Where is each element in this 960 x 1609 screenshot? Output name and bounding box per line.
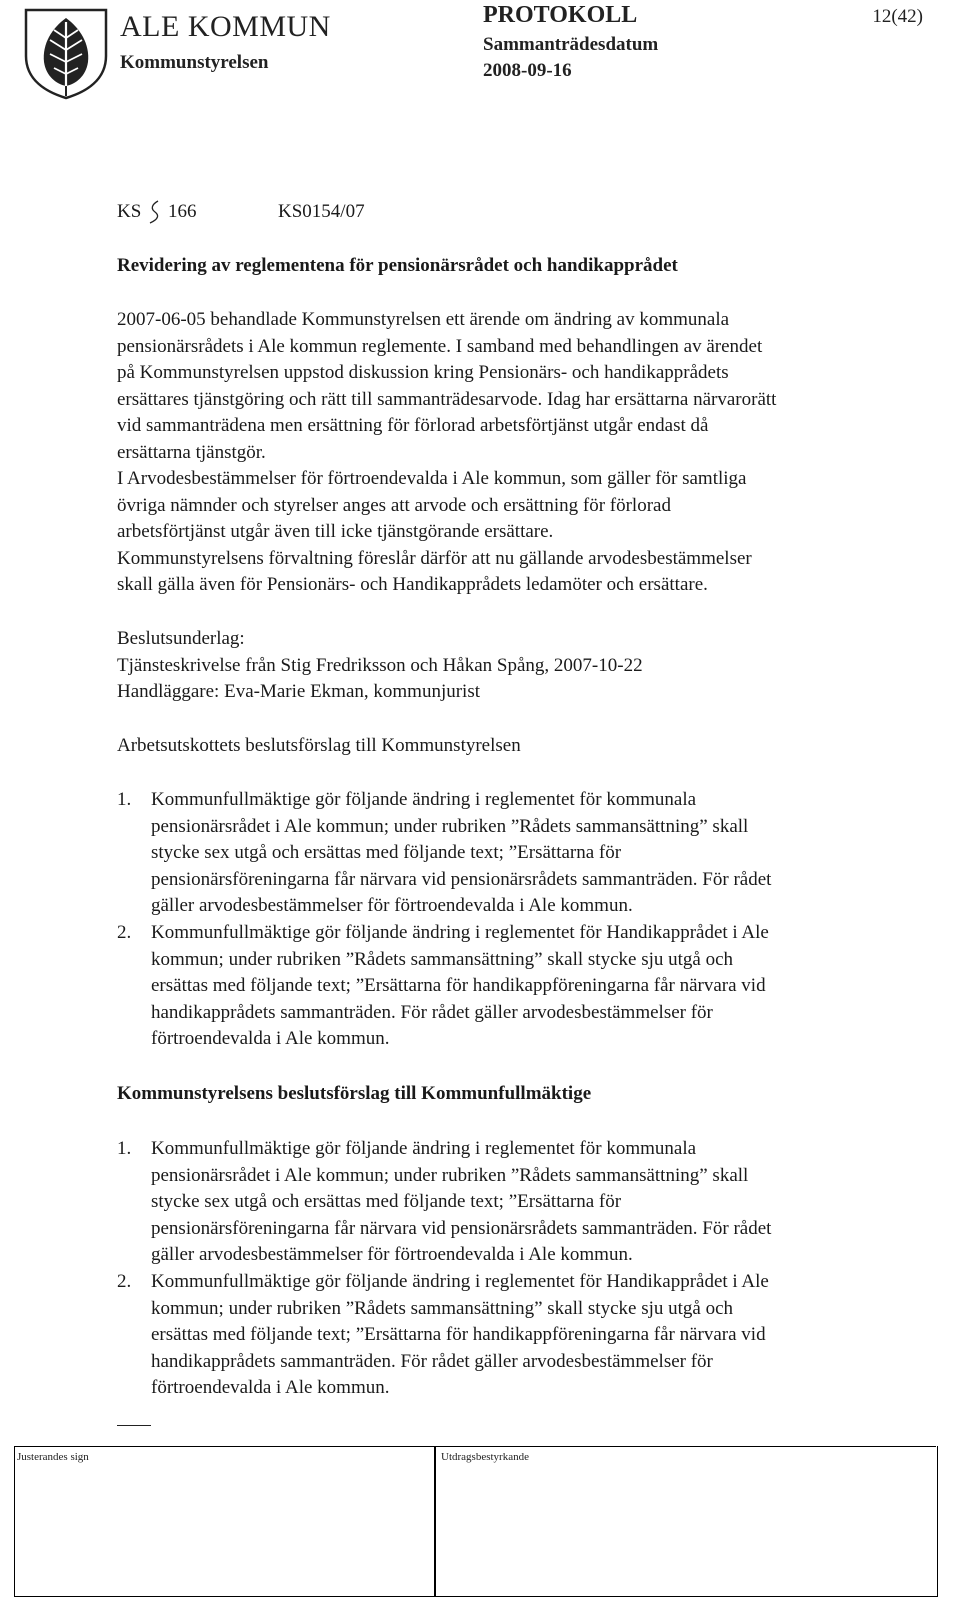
- list-item-line: gäller arvodesbestämmelser för förtroendevalda i Ale kommun.: [151, 1244, 633, 1266]
- list-item-line: Kommunfullmäktige gör följande ändring i reglementet för kommunala: [151, 1138, 697, 1159]
- list-item-number: 2.: [117, 1270, 132, 1292]
- org-name: ALE KOMMUN: [120, 10, 331, 43]
- end-of-section-rule: [117, 1425, 151, 1426]
- list-item: [117, 1269, 917, 1402]
- list-item-number: 1.: [117, 789, 132, 810]
- paragraph-line: skall gälla även för Pensionärs- och Handikapprådets ledamöter och ersättare.: [117, 574, 708, 595]
- case-id: KS0154/07: [278, 201, 365, 222]
- list-item-line: förtroendevalda i Ale kommun.: [151, 1028, 390, 1050]
- document-title: Revidering av reglementena för pensionärsrådet och handikapprådet: [117, 255, 678, 276]
- paragraph-line: övriga nämnder och styrelser anges att arvode och ersättning för förlorad: [117, 494, 671, 516]
- paragraph-line: pensionärsrådets i Ale kommun reglemente. I samband med behandlingen av ärendet: [117, 335, 763, 357]
- list-item-line: pensionärsrådet i Ale kommun; under rubriken ”Rådets sammansättning” skall: [151, 815, 749, 837]
- basis-document: Tjänsteskrivelse från Stig Fredriksson och Håkan Spång, 2007-10-22: [117, 654, 643, 676]
- list-item-line: Kommunfullmäktige gör följande ändring i reglementet för Handikapprådet i Ale: [151, 921, 769, 943]
- list-item-line: stycke sex utgå och ersättas med följande text; ”Ersättarna för: [151, 1191, 622, 1213]
- paragraph-line: vid sammanträdena men ersättning för förlorad arbetsförtjänst utgår endast då: [117, 415, 709, 436]
- committee-heading: Arbetsutskottets beslutsförslag till Kommunstyrelsen: [117, 735, 521, 756]
- section-symbol-icon: [147, 199, 161, 225]
- extract-certification-box: [434, 1446, 938, 1597]
- list-item: [117, 787, 917, 920]
- list-item-line: kommun; under rubriken ”Rådets sammansättning” skall stycke sju utgå och: [151, 948, 734, 970]
- paragraph-line: I Arvodesbestämmelser för förtroendevalda i Ale kommun, som gäller för samtliga: [117, 468, 747, 489]
- paragraph-line: Kommunstyrelsens förvaltning föreslår därför att nu gällande arvodesbestämmelser: [117, 547, 752, 569]
- page-number: 12(42): [872, 6, 923, 27]
- basis-label: Beslutsunderlag:: [117, 628, 245, 649]
- list-item-line: förtroendevalda i Ale kommun.: [151, 1377, 390, 1399]
- list-item-line: kommun; under rubriken ”Rådets sammansättning” skall stycke sju utgå och: [151, 1297, 734, 1319]
- list-item-line: pensionärsrådet i Ale kommun; under rubriken ”Rådets sammansättning” skall: [151, 1164, 749, 1186]
- signature-box: [14, 1446, 436, 1597]
- paragraph-line: arbetsförtjänst utgår även till icke tjänstgörande ersättare.: [117, 521, 554, 542]
- signature-label: Justerandes sign: [17, 1451, 89, 1463]
- list-item-line: pensionärsföreningarna får närvara vid pensionärsrådets sammanträden. För rådet: [151, 868, 772, 890]
- list-item-number: 2.: [117, 921, 132, 943]
- paragraph-line: ersättarna tjänstgör.: [117, 441, 266, 463]
- list-item-line: stycke sex utgå och ersättas med följande text; ”Ersättarna för: [151, 842, 622, 864]
- list-item: [117, 920, 917, 1053]
- basis-block: [117, 626, 917, 706]
- paragraph-line: ersättares tjänstgöring och rätt till sammanträdesarvode. Idag har ersättarna närvarorätt: [117, 388, 777, 410]
- meeting-date: 2008-09-16: [483, 60, 572, 81]
- background-paragraph: [117, 307, 917, 599]
- list-item-line: handikapprådets sammanträden. För rådet gäller arvodesbestämmelser för: [151, 1350, 713, 1372]
- list-item-number: 1.: [117, 1138, 132, 1159]
- list-item-line: ersättas med följande text; ”Ersättarna för handikappföreningarna får närvara vid: [151, 1324, 766, 1346]
- meeting-date-label: Sammanträdesdatum: [483, 34, 659, 55]
- board-proposal-heading: Kommunstyrelsens beslutsförslag till Kommunfullmäktige: [117, 1083, 592, 1104]
- list-item-line: pensionärsföreningarna får närvara vid pensionärsrådets sammanträden. För rådet: [151, 1217, 772, 1239]
- committee-proposal-list: [117, 787, 917, 1053]
- paragraph-line: på Kommunstyrelsen uppstod diskussion kring Pensionärs- och handikapprådets: [117, 362, 729, 383]
- paragraph-line: 2007-06-05 behandlade Kommunstyrelsen ett ärende om ändring av kommunala: [117, 309, 730, 330]
- list-item: [117, 1136, 917, 1269]
- board-proposal-list: [117, 1136, 917, 1402]
- list-item-line: handikapprådets sammanträden. För rådet gäller arvodesbestämmelser för: [151, 1001, 713, 1023]
- case-number: 166: [168, 201, 197, 222]
- list-item-line: Kommunfullmäktige gör följande ändring i reglementet för kommunala: [151, 789, 697, 810]
- case-prefix: KS: [117, 201, 142, 222]
- extract-certification-label: Utdragsbestyrkande: [441, 1451, 529, 1463]
- list-item-line: Kommunfullmäktige gör följande ändring i reglementet för Handikapprådet i Ale: [151, 1270, 769, 1292]
- ale-kommun-logo: [22, 6, 110, 100]
- basis-handler: Handläggare: Eva-Marie Ekman, kommunjurist: [117, 681, 481, 702]
- list-item-line: ersättas med följande text; ”Ersättarna för handikappföreningarna får närvara vid: [151, 975, 766, 997]
- org-department: Kommunstyrelsen: [120, 52, 269, 73]
- list-item-line: gäller arvodesbestämmelser för förtroendevalda i Ale kommun.: [151, 895, 633, 917]
- document-type: PROTOKOLL: [483, 2, 638, 28]
